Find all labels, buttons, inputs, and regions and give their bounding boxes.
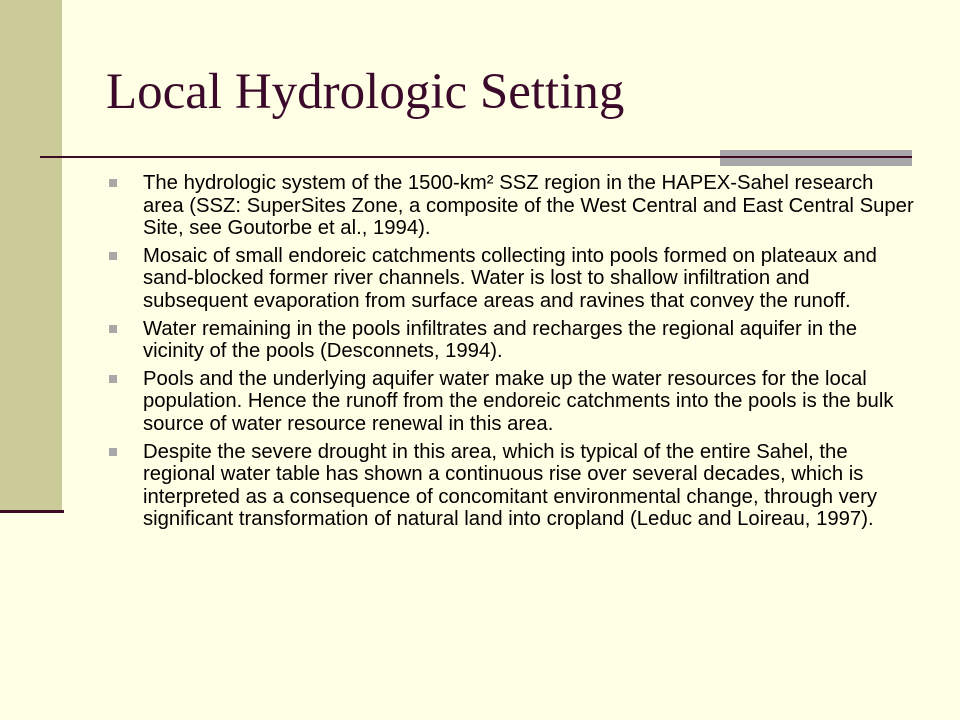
square-bullet-icon — [109, 252, 117, 260]
bullet-text: Mosaic of small endoreic catchments collecting into pools formed on plateaux and sand-blocked former river channels. Water is lost to shallow infiltration and subsequent evaporation from surface areas and ravines that convey the runoff. — [143, 244, 877, 312]
slide-title: Local Hydrologic Setting — [106, 64, 625, 120]
accent-bar-divider — [720, 156, 912, 158]
bullet-text: Water remaining in the pools infiltrates and recharges the regional aquifer in the vicinity of the pools (Desconnets, 1994). — [143, 317, 858, 363]
bullet-text: Pools and the underlying aquifer water make up the water resources for the local population. Hence the runoff from the endoreic catchments into the pools is the bulk source of water resource renewal in this area. — [143, 367, 894, 435]
bullet-text: The hydrologic system of the 1500-km² SSZ region in the HAPEX-Sahel research area (SSZ: SuperSites Zone, a composite of the West Central and East Central Super Site, see Goutorbe et al., 1994). — [143, 172, 914, 240]
left-band-underline — [0, 510, 64, 513]
square-bullet-icon — [109, 375, 117, 383]
bullet-text: Despite the severe drought in this area, which is typical of the entire Sahel, the regional water table has shown a continuous rise over several decades, which is interpreted as a consequence of concomitant environmental change, through very significant transformation of natural land into cropland (Leduc and Loireau, 1997). — [143, 440, 877, 531]
bullet-item — [107, 368, 917, 436]
bullet-item — [107, 172, 917, 240]
square-bullet-icon — [109, 325, 117, 333]
square-bullet-icon — [109, 448, 117, 456]
title-accent-bar — [720, 150, 912, 166]
square-bullet-icon — [109, 179, 117, 187]
bullet-item — [107, 318, 917, 363]
left-decorative-band — [0, 0, 62, 511]
bullet-item — [107, 245, 917, 313]
bullet-item — [107, 441, 917, 531]
bullet-list — [107, 172, 917, 536]
